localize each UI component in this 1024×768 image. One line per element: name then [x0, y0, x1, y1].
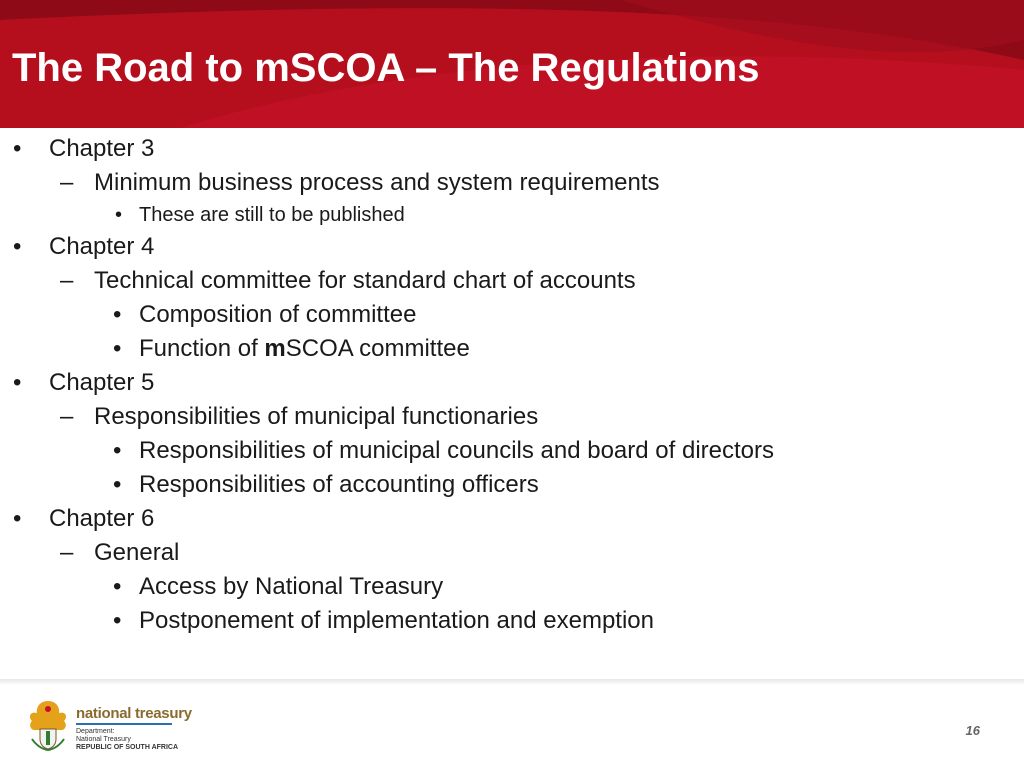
bullet-marker: •: [113, 573, 122, 600]
bullet-marker: •: [113, 335, 122, 362]
logo-name: national treasury: [76, 705, 192, 722]
bullet-marker: •: [113, 471, 122, 498]
dash-marker: –: [60, 267, 74, 294]
outline-detail: [113, 573, 444, 601]
outline-subitem-label: Technical committee for standard chart of accounts: [94, 267, 636, 294]
outline-detail-label: These are still to be published: [139, 204, 405, 226]
outline-item-label: Chapter 3: [49, 135, 155, 162]
outline-item: [13, 369, 155, 397]
bullet-marker: •: [13, 135, 22, 162]
outline-subitem-label: Minimum business process and system requirements: [94, 169, 660, 196]
outline-item: [13, 233, 155, 261]
outline-item-label: Chapter 6: [49, 505, 155, 532]
outline-subitem: [60, 267, 636, 295]
logo-underline: [76, 723, 172, 725]
function-suffix: SCOA committee: [285, 335, 470, 362]
dash-marker: –: [60, 169, 74, 196]
dash-marker: –: [60, 403, 74, 430]
outline-subitem: [60, 169, 660, 197]
function-bold-m: m: [264, 335, 286, 362]
outline-detail-label: Access by National Treasury: [139, 573, 444, 600]
outline-detail: [113, 471, 539, 499]
slide-title: The Road to mSCOA – The Regulations: [12, 46, 760, 90]
footer-divider: [0, 679, 1024, 685]
bullet-marker: •: [13, 233, 22, 260]
outline-item: [13, 135, 155, 163]
bullet-marker: •: [113, 607, 122, 634]
outline-subitem-label: General: [94, 539, 180, 566]
outline-detail: [115, 201, 405, 229]
logo-line-republic: REPUBLIC OF SOUTH AFRICA: [76, 744, 179, 751]
logo-line-department: Department:: [76, 728, 115, 735]
outline-detail-label: Responsibilities of municipal councils and board of directors: [139, 437, 774, 464]
outline-detail-label: Postponement of implementation and exemption: [139, 607, 654, 634]
outline-detail: [113, 335, 470, 363]
outline-subitem: [60, 539, 180, 567]
coat-of-arms-icon: [26, 699, 70, 751]
outline-detail: [113, 607, 654, 635]
outline-item-label: Chapter 5: [49, 369, 155, 396]
outline-item-label: Chapter 4: [49, 233, 155, 260]
bullet-marker: •: [113, 437, 122, 464]
page-number: 16: [965, 723, 980, 738]
outline-detail: [113, 301, 417, 329]
slide-header: [0, 0, 1024, 128]
logo-text-block: [76, 706, 192, 752]
bullet-marker: •: [13, 369, 22, 396]
dash-marker: –: [60, 539, 74, 566]
outline-detail-label: Responsibilities of accounting officers: [139, 471, 539, 498]
bullet-marker: •: [113, 301, 122, 328]
outline-detail: [113, 437, 774, 465]
outline-item: [13, 505, 155, 533]
outline-subitem: [60, 403, 539, 431]
outline-subitem-label: Responsibilities of municipal functionaries: [94, 403, 539, 430]
logo-line-treasury: National Treasury: [76, 736, 131, 743]
function-prefix: Function of: [139, 335, 265, 362]
bullet-marker: •: [13, 505, 22, 532]
bullet-marker: •: [115, 204, 123, 226]
outline-detail-label: Composition of committee: [139, 301, 417, 328]
